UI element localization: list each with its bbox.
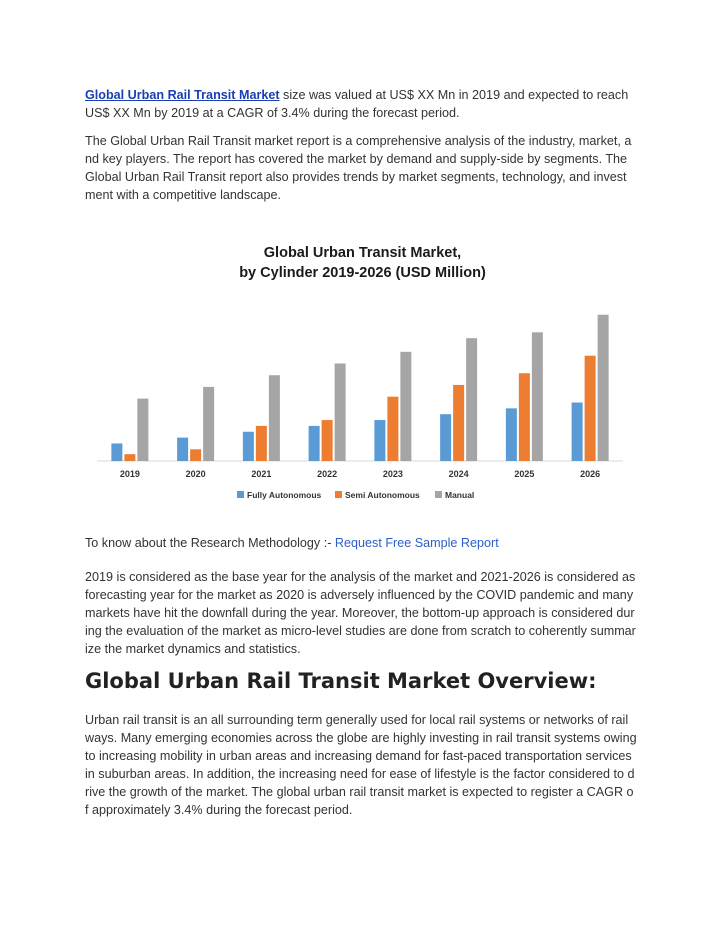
bar-manual-2023: [400, 352, 411, 461]
overview-paragraph: Urban rail transit is an all surrounding term generally used for local rail systems or networks of railways. Many emerging economies across the globe are highly investing in rail transit systems owing to increasing mobility in urban areas and increasing demand for fast-paced transportation services in suburban areas. In addition, the increasing need for ease of lifestyle is the factor considered to drive the growth of the market. The global urban rail transit market is expected to register a CAGR of approximately 3.4% during the forecast period.: [85, 713, 637, 817]
x-tick-label: 2022: [317, 469, 338, 479]
bar-fully-autonomous-2020: [177, 438, 188, 461]
x-tick-label: 2021: [251, 469, 272, 479]
methodology-paragraph: [85, 534, 637, 552]
x-tick-label: 2026: [580, 469, 601, 479]
bar-manual-2019: [137, 399, 148, 461]
methodology-text: To know about the Research Methodology :-: [85, 536, 335, 550]
chart-title-line1: Global Urban Transit Market,: [263, 245, 462, 261]
market-link[interactable]: Global Urban Rail Transit Market: [85, 88, 280, 102]
bar-chart: [85, 225, 637, 525]
bar-semi-autonomous-2025: [519, 373, 530, 461]
intro-text: size was valued at US$ XX Mn in 2019 and expected to reach US$ XX Mn by 2019 at a CAGR of 3.4% during the forecast period.: [85, 88, 629, 120]
bar-fully-autonomous-2024: [440, 414, 451, 461]
bar-fully-autonomous-2019: [111, 443, 122, 461]
bar-fully-autonomous-2025: [506, 408, 517, 461]
request-sample-link[interactable]: Request Free Sample Report: [334, 536, 499, 550]
bar-manual-2020: [203, 387, 214, 461]
bar-fully-autonomous-2026: [572, 403, 583, 462]
chart-container: [85, 225, 637, 525]
bar-semi-autonomous-2026: [585, 356, 596, 461]
chart-title-line2: by Cylinder 2019-2026 (USD Million): [239, 265, 486, 281]
x-tick-label: 2020: [185, 469, 206, 479]
bar-fully-autonomous-2023: [374, 420, 385, 461]
base-year-paragraph: 2019 is considered as the base year for the analysis of the market and 2021-2026 is considered as forecasting year for the market as 2020 is adversely influenced by the COVID pandemic and many markets have hit the downfall during the year. Moreover, the bottom-up approach is considered during the evaluation of the market as micro-level studies are done from scratch to coherently summarize the market dynamics and statistics.: [85, 570, 636, 656]
x-tick-label: 2019: [119, 469, 140, 479]
legend-swatch-semi-autonomous: [335, 491, 342, 498]
legend-label: Fully Autonomous: [247, 490, 322, 500]
report-paragraph: The Global Urban Rail Transit market report is a comprehensive analysis of the industry, market, and key players. The report has covered the market by demand and supply-side by segments. The Global Urban Rail Transit report also provides trends by market segments, technology, and investment with a competitive landscape.: [85, 134, 632, 202]
x-tick-label: 2023: [382, 469, 403, 479]
legend-swatch-manual: [435, 491, 442, 498]
bar-manual-2024: [466, 338, 477, 461]
bar-manual-2026: [598, 315, 609, 461]
bar-semi-autonomous-2019: [124, 454, 135, 461]
bar-semi-autonomous-2021: [256, 426, 267, 461]
intro-paragraph: [85, 86, 637, 122]
bar-fully-autonomous-2021: [243, 432, 254, 461]
bar-manual-2025: [532, 332, 543, 461]
x-tick-label: 2025: [514, 469, 535, 479]
bar-manual-2022: [335, 364, 346, 462]
bar-semi-autonomous-2024: [453, 385, 464, 461]
legend-label: Manual: [445, 490, 475, 500]
bar-manual-2021: [269, 375, 280, 461]
bar-fully-autonomous-2022: [309, 426, 320, 461]
overview-heading: Global Urban Rail Transit Market Overview:: [85, 669, 597, 693]
bar-semi-autonomous-2023: [387, 397, 398, 461]
bar-semi-autonomous-2022: [322, 420, 333, 461]
x-tick-label: 2024: [448, 469, 469, 479]
legend-swatch-fully-autonomous: [237, 491, 244, 498]
bar-semi-autonomous-2020: [190, 449, 201, 461]
legend-label: Semi Autonomous: [345, 490, 420, 500]
